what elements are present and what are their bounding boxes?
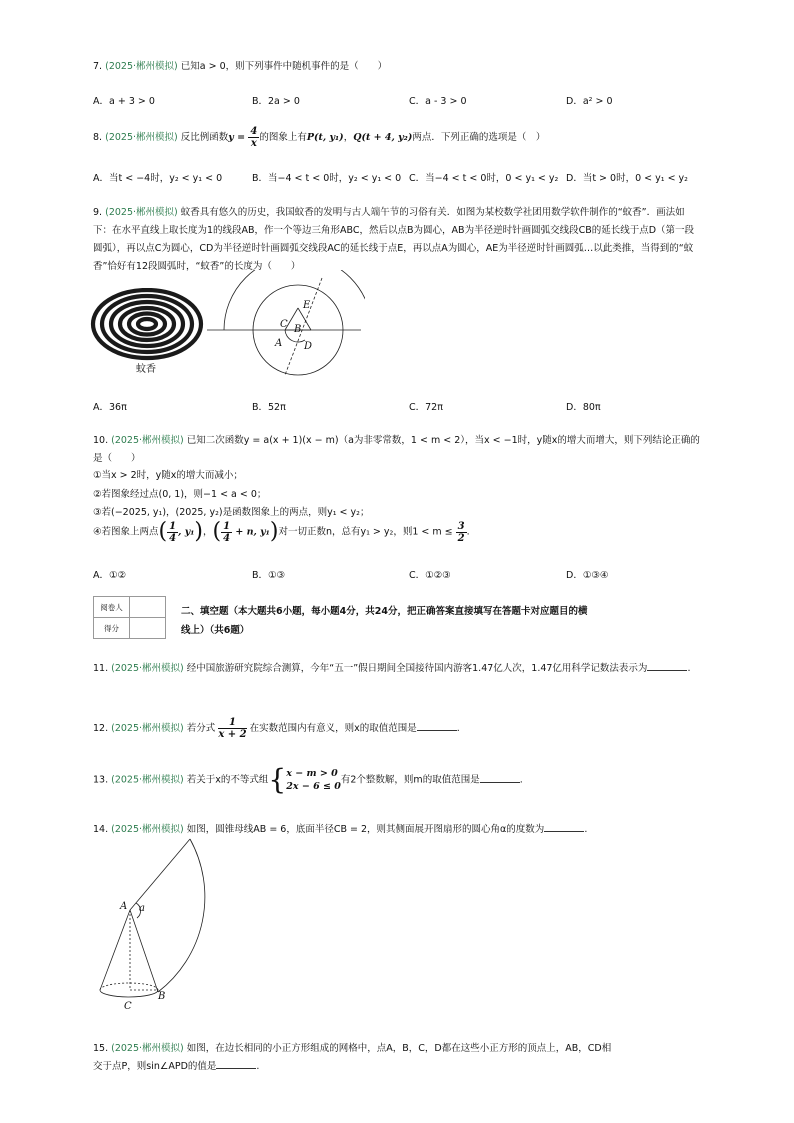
label-c: C [124,1001,132,1012]
option-a: A．①② [93,570,127,581]
source-tag: (2025·郴州模拟) [111,663,184,674]
label-e: E [303,300,311,311]
option-b: B．52π [252,402,286,413]
statement-2: ②若图象经过点(0, 1)，则−1 < a < 0； [93,489,267,500]
statement-4: ④若图象上两点( $\frac{1}{4}$ , y₁)，( $\frac{1}{4}$ + n, y₁)对一切正数n，总有y₁ > y₂，则1 < m ≤ $\frac{3}{2}$ . [93,519,470,544]
score-cell[interactable] [130,618,166,639]
answer-blank[interactable] [417,720,457,731]
fraction: $\frac{3}{2}$ [457,520,465,544]
coil-caption: 蚊香 [136,364,156,375]
label-b: B [294,324,302,335]
option-a: A．36π [93,402,127,413]
grader-cell[interactable] [130,597,166,618]
question-8: 8. (2025·郴州模拟) 反比例函数y = $\frac{4}{x}$ 的图象上有P(t, y₁)，Q(t + 4, y₂)两点．下列正确的选项是（ ） [93,126,546,149]
option-c: C．当−4 < t < 0时，0 < y₁ < y₂ [409,173,559,184]
statement-1: ①当x > 2时，y随x的增大而减小； [93,470,243,481]
option-a: A．a + 3 > 0 [93,96,155,107]
source-tag: (2025·郴州模拟) [111,824,184,835]
option-b: B．当−4 < t < 0时，y₂ < y₁ < 0 [252,173,402,184]
option-d: D．a² > 0 [566,96,613,107]
score-table [93,596,166,639]
source-tag: (2025·郴州模拟) [105,207,178,218]
question-9: 9. (2025·郴州模拟) 蚊香具有悠久的历史，我国蚊香的发明与古人端午节的习俗有关．如图为某校数学社团用数学软件制作的“蚊香”．画法如下：在水平直线上取长度为1的线段AB，作一个等边三角形ABC，然后以点B为圆心，AB为半径逆时针画圆弧交线段CB的延长线于点D（第一段圆弧），再以点C为圆心，CD为半径逆时针画圆弧交线段AC的延长线于点E，再以点A为圆心，AE为半径逆时针画圆弧…以此类推，当得到的“蚊香”恰好有12段圆弧时，“蚊香”的长度为（ ） [93,207,695,272]
question-13: 13. (2025·郴州模拟) 若关于x的不等式组{ x − m > 0 2x − 6 ≤ 0 有2个整数解，则m的取值范围是 . [93,763,523,796]
option-c: C．72π [409,402,443,413]
question-15: 15. (2025·郴州模拟) 如图，在边长相同的小正方形组成的网格中，点A，B，C，D都在这些小正方形的顶点上，AB，CD相 交于点P，则sin∠APD的值是 . [93,1043,612,1072]
question-12: 12. (2025·郴州模拟) 若分式 $\frac{1}{x + 2}$ 在实数范围内有意义，则x的取值范围是 . [93,717,460,740]
question-14: 14. (2025·郴州模拟) 如图，圆锥母线AB = 6，底面半径CB = 2，则其侧面展开图扇形的圆心角α的度数为 . [93,821,703,839]
source-tag: (2025·郴州模拟) [111,723,184,734]
fraction: $\frac{4}{x}$ [250,126,258,149]
option-c: C．①②③ [409,570,451,581]
source-tag: (2025·郴州模拟) [105,61,178,72]
label-c: C [280,319,288,330]
answer-blank[interactable] [480,772,520,783]
label-alpha: a [139,903,145,914]
answer-blank[interactable] [216,1058,256,1069]
question-7: 7. (2025·郴州模拟) 已知a > 0，则下列事件中随机事件的是（ ） [93,61,388,72]
mosquito-coil-image [90,288,205,378]
score-label: 得分 [94,618,130,639]
source-tag: (2025·郴州模拟) [105,132,178,143]
option-c: C．a - 3 > 0 [409,96,467,107]
section-heading: 二、填空题（本大题共6小题，每小题4分，共24分，把正确答案直接填写在答题卡对应题目的横 线上）（共6题） [181,606,588,636]
option-d: D．①③④ [566,570,609,581]
option-a: A．当t < −4时，y₂ < y₁ < 0 [93,173,223,184]
coil-diagram [205,270,365,380]
question-10: 10. (2025·郴州模拟) 已知二次函数y = a(x + 1)(x − m)（a为非零常数，1 < m < 2），当x < −1时，y随x的增大而增大，则下列结论正确的是（ ） [93,435,700,464]
cone-diagram [92,832,267,1012]
label-b: B [158,991,166,1002]
option-b: B．①③ [252,570,286,581]
answer-blank[interactable] [544,821,584,832]
fraction: $\frac{1}{4}$ [169,520,177,544]
question-text: 已知a > 0，则下列事件中随机事件的是（ ） [180,61,388,72]
source-tag: (2025·郴州模拟) [111,1043,184,1054]
question-text: 蚊香具有悠久的历史，我国蚊香的发明与古人端午节的习俗有关．如图为某校数学社团用数学软件制作的“蚊香”．画法如下：在水平直线上取长度为1的线段AB，作一个等边三角形ABC，然后以点B为圆心，AB为半径逆时针画圆弧交线段CB的延长线于点D（第一段圆弧），再以点C为圆心，CD为半径逆时针画圆弧交线段AC的延长线于点E，再以点A为圆心，AE为半径逆时针画圆弧…以此类推，当得到的“蚊香”恰好有12段圆弧时，“蚊香”的长度为（ ） [93,207,695,272]
source-tag: (2025·郴州模拟) [111,435,184,446]
label-a: A [275,338,283,349]
answer-blank[interactable] [647,660,687,671]
question-11: 11. (2025·郴州模拟) 经中国旅游研究院综合测算，今年“五一”假日期间全国接待国内游客1.47亿人次，1.47亿用科学记数法表示为 . [93,660,703,678]
source-tag: (2025·郴州模拟) [111,774,184,786]
label-d: D [304,341,313,352]
statement-3: ③若(−2025, y₁)，(2025, y₂)是函数图象上的两点，则y₁ < y₂； [93,507,370,518]
fraction: $\frac{1}{4}$ [223,520,231,544]
option-d: D．当t > 0时，0 < y₁ < y₂ [566,173,688,184]
grader-label: 阅卷人 [94,597,130,618]
inequality-system: x − m > 0 2x − 6 ≤ 0 [286,768,341,792]
fraction: $\frac{1}{x + 2}$ [218,717,247,740]
option-b: B．2a > 0 [252,96,300,107]
option-d: D．80π [566,402,601,413]
label-a: A [120,901,128,912]
